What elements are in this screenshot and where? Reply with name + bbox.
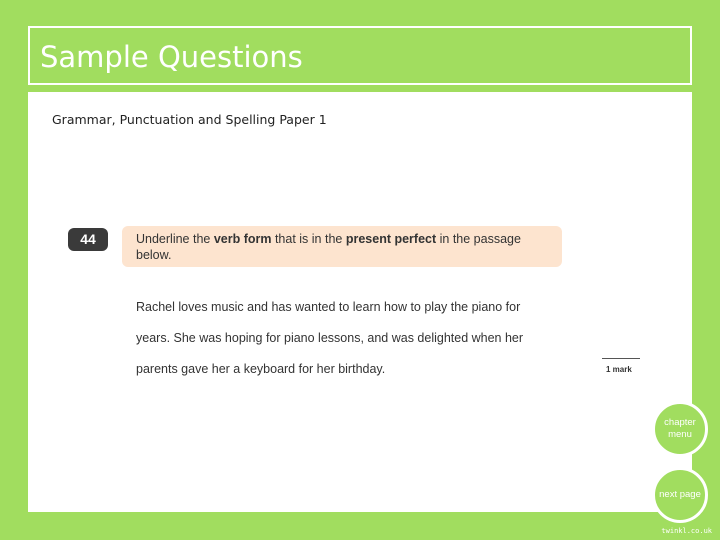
brand-footer: twinkl.co.uk <box>661 527 712 535</box>
next-page-label: next page <box>659 489 701 500</box>
passage-line-2[interactable]: years. She was hoping for piano lessons, and was delighted when her <box>136 331 524 345</box>
paper-subtitle: Grammar, Punctuation and Spelling Paper 1 <box>52 112 327 127</box>
prompt-bold-verb-form: verb form <box>213 232 272 246</box>
prompt-bold-present-perfect: present perfect <box>345 232 437 246</box>
next-page-button[interactable] <box>652 467 708 523</box>
prompt-text-3: in the passage below. <box>136 232 521 262</box>
question-prompt-box <box>122 226 562 267</box>
page-title: Sample Questions <box>40 40 303 74</box>
mark-answer-line <box>602 358 640 359</box>
chapter-menu-label: chapter menu <box>664 417 696 440</box>
chapter-menu-button[interactable] <box>652 401 708 457</box>
prompt-text-1: Underline the <box>136 232 214 246</box>
question-number-badge: 44 <box>68 228 108 251</box>
mark-label: 1 mark <box>606 365 632 374</box>
title-box <box>28 26 692 85</box>
slide-content-panel <box>28 92 692 512</box>
passage-line-3[interactable]: parents gave her a keyboard for her birthday. <box>136 362 386 376</box>
prompt-text-2: that is in the <box>271 232 346 246</box>
passage-line-1[interactable]: Rachel loves music and has wanted to learn how to play the piano for <box>136 300 521 314</box>
question-prompt <box>136 231 556 263</box>
